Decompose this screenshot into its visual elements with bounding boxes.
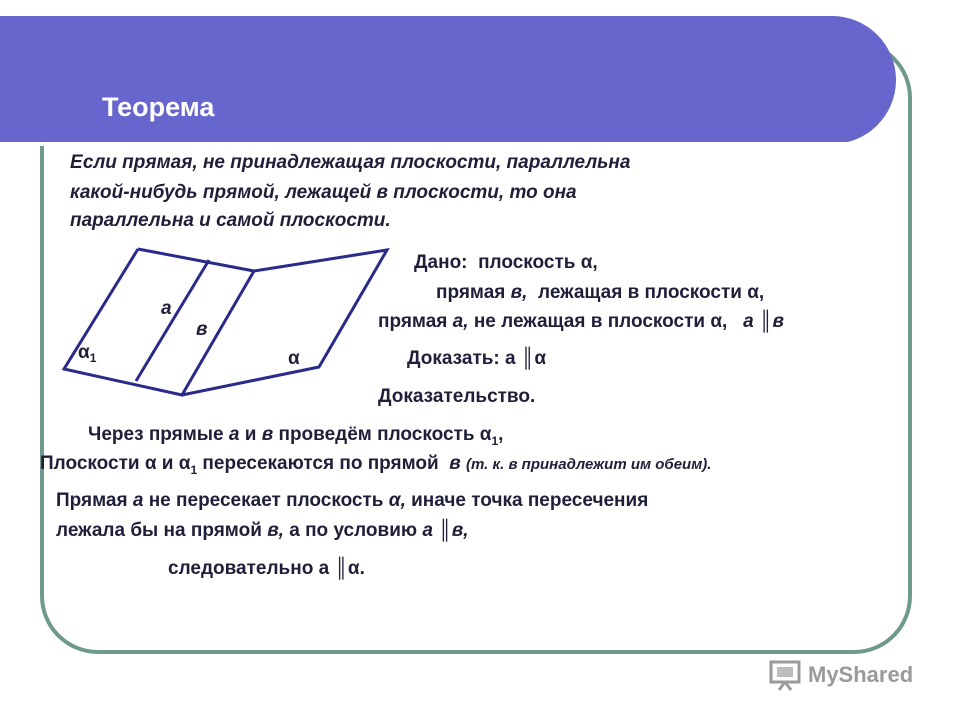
planes-diagram — [54, 240, 404, 400]
theorem-statement-line-1: Если прямая, не принадлежащая плоскости, параллельна — [70, 152, 631, 173]
watermark-text: MyShared — [808, 662, 914, 687]
given-line-1: Дано: плоскость α, — [414, 252, 598, 273]
title-bar — [0, 16, 896, 144]
proof-conclusion: следовательно а ║α. — [168, 558, 365, 579]
myshared-watermark — [768, 656, 928, 696]
label-a: а — [161, 298, 172, 319]
prove-line: Доказать: а ║α — [407, 348, 547, 369]
plane-alpha1-outline — [64, 249, 254, 395]
proof-line-4: лежала бы на прямой в, а по условию а ║в, — [56, 520, 469, 541]
title-underline — [0, 142, 848, 146]
given-line-3: прямая а, не лежащая в плоскости α, а ║в — [378, 311, 784, 332]
proof-line-2: Плоскости α и $\alpha_1$ пересекаются по прямой в (т. к. в принадлежит им обеим). — [40, 453, 712, 477]
label-alpha1: $\alpha_1$ — [78, 342, 97, 365]
slide-title: Теорема — [102, 92, 215, 122]
presentation-board-icon — [768, 658, 802, 692]
label-b: в — [196, 319, 208, 340]
proof-line-1: Через прямые а и в проведём плоскость $\alpha_1$, — [88, 424, 504, 448]
label-alpha: α — [288, 348, 300, 369]
proof-heading: Доказательство. — [378, 386, 536, 407]
plane-alpha-outline — [182, 250, 387, 395]
theorem-statement-line-2: какой-нибудь прямой, лежащей в плоскости, то она — [70, 182, 577, 203]
proof-line-3: Прямая а не пересекает плоскость α, иначе точка пересечения — [56, 490, 649, 511]
given-line-2: прямая в, лежащая в плоскости α, — [436, 282, 765, 303]
theorem-statement-line-3: параллельна и самой плоскости. — [70, 210, 391, 231]
